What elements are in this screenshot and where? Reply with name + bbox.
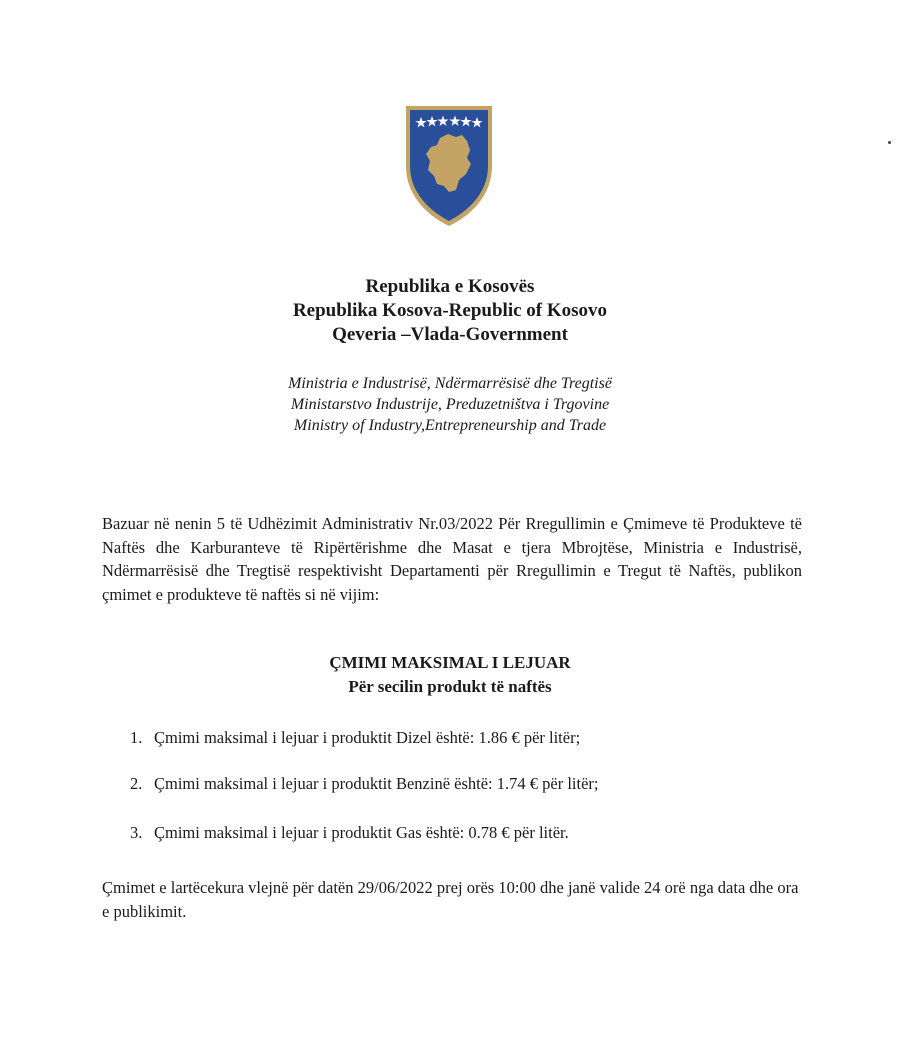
price-heading-subtitle: Për secilin produkt të naftës [348,677,552,696]
header-line-3: Qeveria –Vlada-Government [332,324,568,345]
intro-paragraph: Bazuar në nenin 5 të Udhëzimit Administrativ Nr.03/2022 Për Rregullimin e Çmimeve të Produkteve të Naftës dhe Karburanteve të Ripërtërishme dhe Masat e tjera Mbrojtëse, Ministria e Industrisë, Ndërmarrësisë dhe Tregtisë respektivisht Departamenti për Rregullimin e Tregut të Naftës, publikon çmimet e produkteve të naftës si në vijim: [102,514,802,604]
government-header [0,275,900,347]
price-text: Çmimi maksimal i lejuar i produktit Benzinë është: 1.74 € për litër; [154,774,599,793]
price-item-petrol [130,773,599,795]
price-text: Çmimi maksimal i lejuar i produktit Gas është: 0.78 € për litër. [154,823,569,842]
ministry-header [0,373,900,436]
price-text: Çmimi maksimal i lejuar i produktit Dizel është: 1.86 € për litër; [154,728,581,747]
price-item-gas [130,822,569,844]
list-number: 2. [130,774,143,793]
ministry-line-2: Ministarstvo Industrije, Preduzetništva i Trgovine [290,396,610,413]
header-line-2: Republika Kosova-Republic of Kosovo [292,300,608,321]
ministry-line-1: Ministria e Industrisë, Ndërmarrësisë dhe Tregtisë [288,375,612,392]
list-number: 1. [130,728,143,747]
closing-paragraph: Çmimet e lartëcekura vlejnë për datën 29/06/2022 prej orës 10:00 dhe janë valide 24 orë nga data dhe ora e publikimit. [102,878,799,921]
ministry-line-3: Ministry of Industry,Entrepreneurship and Trade [293,417,607,434]
kosovo-coat-of-arms-icon [404,104,494,228]
scan-speck [888,141,891,144]
header-line-1: Republika e Kosovës [365,276,535,297]
price-item-diesel [130,727,580,749]
price-heading-title: ÇMIMI MAKSIMAL I LEJUAR [329,653,571,672]
list-number: 3. [130,823,143,842]
